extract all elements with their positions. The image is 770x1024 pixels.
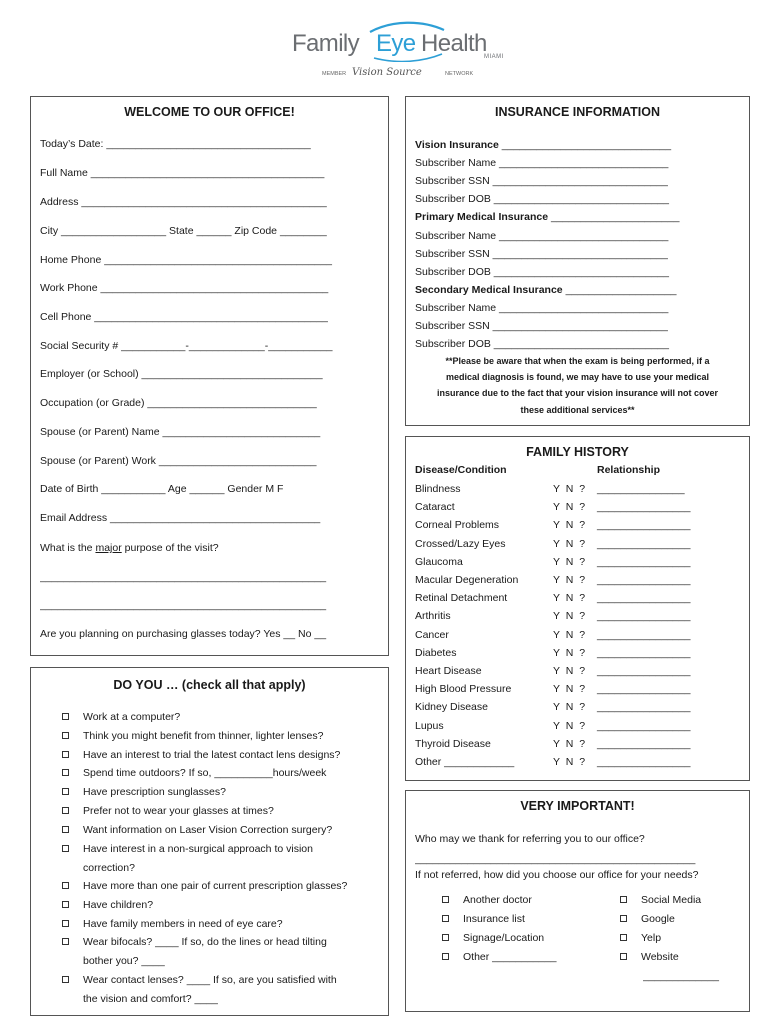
relationship-blank[interactable]: ________________ — [597, 701, 691, 714]
condition-label: Retinal Detachment — [415, 592, 508, 605]
checkbox[interactable] — [62, 920, 69, 927]
checklist-item-label: Wear contact lenses? ____ If so, are you satisfied with — [83, 974, 337, 986]
condition-label: Cataract — [415, 501, 455, 514]
checkbox[interactable] — [620, 953, 627, 960]
checklist-item-label: Prefer not to wear your glasses at times? — [83, 805, 274, 817]
welcome-field-line[interactable]: Are you planning on purchasing glasses today? Yes __ No __ — [40, 628, 327, 640]
condition-label: Thyroid Disease — [415, 737, 491, 750]
logo-member: MEMBER — [322, 71, 347, 77]
checklist-item — [62, 711, 180, 723]
yes-no-unknown-options[interactable]: Y N ? — [553, 665, 586, 677]
checklist-item-label: Have children? — [83, 899, 154, 911]
logo-network: NETWORK — [445, 71, 474, 77]
checklist-item — [62, 974, 337, 986]
condition-label: Diabetes — [415, 646, 457, 659]
checklist-item-label: Want information on Laser Vision Correction surgery? — [83, 824, 333, 836]
checklist-item-continuation: correction? — [83, 862, 135, 874]
yes-no-unknown-options[interactable]: Y N ? — [553, 646, 586, 659]
checkbox[interactable] — [62, 938, 69, 945]
relationship-blank[interactable]: ________________ — [597, 574, 691, 586]
logo-word-family: Family — [292, 30, 360, 57]
very-important-title: VERY IMPORTANT! — [520, 799, 635, 813]
welcome-field-line[interactable]: _________________________________________________ — [40, 599, 327, 611]
checkbox[interactable] — [620, 934, 627, 941]
checkbox[interactable] — [442, 934, 449, 941]
insurance-field-line[interactable]: Subscriber SSN ______________________________ — [415, 320, 668, 332]
relationship-blank[interactable]: ________________ — [597, 665, 691, 677]
insurance-field-line[interactable]: Subscriber DOB ______________________________ — [415, 338, 669, 351]
relationship-blank[interactable]: ________________ — [597, 737, 691, 750]
checkbox[interactable] — [62, 882, 69, 889]
checkbox[interactable] — [62, 732, 69, 739]
referral-option — [442, 913, 525, 925]
website-blank[interactable]: _____________ — [643, 970, 719, 982]
welcome-field-line[interactable]: Occupation (or Grade) _____________________________ — [40, 397, 317, 409]
welcome-title: WELCOME TO OUR OFFICE! — [124, 105, 295, 119]
checkbox[interactable] — [62, 845, 69, 852]
condition-label: Arthritis — [415, 610, 451, 623]
yes-no-unknown-options[interactable]: Y N ? — [553, 628, 586, 641]
checklist-item-label: Think you might benefit from thinner, lighter lenses? — [83, 730, 324, 742]
checkbox[interactable] — [620, 896, 627, 903]
welcome-field-line[interactable]: Social Security # ___________-_____________-___________ — [40, 340, 333, 352]
yes-no-unknown-options[interactable]: Y N ? — [553, 483, 586, 495]
insurance-field-line[interactable]: Subscriber SSN ______________________________ — [415, 247, 668, 260]
relationship-blank[interactable]: ________________ — [597, 592, 691, 605]
yes-no-unknown-options[interactable]: Y N ? — [553, 737, 586, 750]
condition-label: Crossed/Lazy Eyes — [415, 537, 506, 550]
very-important-section — [405, 790, 750, 1012]
checklist-item — [62, 805, 274, 817]
referral-option — [620, 951, 679, 963]
checkbox[interactable] — [62, 751, 69, 758]
checklist-item-continuation: the vision and comfort? ____ — [83, 993, 218, 1005]
checklist-item — [62, 824, 332, 836]
checklist-item-continuation: bother you? ____ — [83, 955, 165, 967]
relationship-blank[interactable]: ________________ — [597, 555, 691, 568]
yes-no-unknown-options[interactable]: Y N ? — [553, 701, 586, 714]
insurance-field-line[interactable] — [415, 139, 741, 151]
condition-label: Heart Disease — [415, 665, 482, 677]
referral-option-label: Other ___________ — [463, 951, 557, 963]
welcome-section — [30, 96, 389, 656]
insurance-field-line[interactable]: Subscriber DOB ______________________________ — [415, 193, 669, 206]
referral-option-label: Website — [641, 951, 679, 963]
checklist-item-label: Have interest in a non-surgical approach to vision — [83, 843, 313, 855]
logo-vision-source: Vision Source — [352, 67, 422, 78]
checklist-item — [62, 786, 226, 798]
checkbox[interactable] — [620, 915, 627, 922]
referral-answer-blank[interactable]: ________________________________________________ — [415, 853, 696, 865]
welcome-field-line[interactable]: Home Phone _______________________________________ — [40, 254, 332, 266]
checkbox[interactable] — [62, 901, 69, 908]
insurance-field-line[interactable]: Subscriber Name _____________________________ — [415, 157, 669, 170]
checkbox[interactable] — [442, 896, 449, 903]
yes-no-unknown-options[interactable]: Y N ? — [553, 756, 586, 768]
welcome-field-line[interactable]: Full Name ________________________________________ — [40, 167, 325, 179]
insurance-field-line[interactable]: Subscriber Name _____________________________ — [415, 229, 669, 242]
yes-no-unknown-options[interactable]: Y N ? — [553, 519, 586, 532]
checkbox[interactable] — [442, 915, 449, 922]
condition-label: Other ____________ — [415, 756, 515, 768]
insurance-note: **Please be aware that when the exam is being performed, if a medical diagnosis is found, we may have to use your medical insurance due to the fact that your vision insurance will not cover these additional services** — [436, 356, 719, 415]
condition-label: High Blood Pressure — [415, 683, 512, 696]
yes-no-unknown-options[interactable]: Y N ? — [553, 537, 586, 550]
condition-label: Corneal Problems — [415, 519, 500, 532]
checklist-item — [62, 899, 153, 911]
yes-no-unknown-options[interactable]: Y N ? — [553, 574, 586, 586]
checklist-item-label: Wear bifocals? ____ If so, do the lines or head tilting — [83, 936, 327, 948]
insurance-field-line[interactable]: Subscriber SSN ______________________________ — [415, 175, 668, 188]
relationship-blank[interactable]: ________________ — [597, 683, 691, 696]
relationship-blank[interactable]: ________________ — [597, 756, 691, 768]
welcome-field-line[interactable]: _________________________________________________ — [40, 571, 327, 583]
insurance-field-line[interactable]: Subscriber Name _____________________________ — [415, 301, 669, 314]
relationship-column-header: Relationship — [597, 464, 661, 476]
insurance-field-blank: ___________________ — [562, 283, 677, 296]
checklist-item — [62, 730, 323, 742]
family-history-section — [405, 436, 750, 781]
welcome-field-line[interactable]: Cell Phone ________________________________________ — [40, 311, 328, 323]
logo-word-eye: Eye — [376, 30, 416, 57]
welcome-field-line[interactable]: Email Address ____________________________________ — [40, 512, 321, 524]
insurance-title: INSURANCE INFORMATION — [494, 105, 661, 119]
referral-option — [442, 894, 532, 906]
choice-question: If not referred, how did you choose our office for your needs? — [415, 869, 699, 881]
referral-option — [442, 951, 556, 963]
checkbox[interactable] — [62, 713, 69, 720]
purpose-question: What is the major purpose of the visit? — [40, 542, 219, 554]
yes-no-unknown-options[interactable]: Y N ? — [553, 501, 586, 514]
insurance-field-blank: _____________________________ — [498, 139, 672, 151]
checklist-item-label: Have an interest to trial the latest contact lens designs? — [83, 749, 341, 761]
welcome-field-line[interactable]: Employer (or School) _______________________________ — [40, 368, 323, 380]
condition-label: Macular Degeneration — [415, 574, 519, 586]
checklist-item — [62, 843, 313, 855]
welcome-field-line[interactable]: Date of Birth ___________ Age ______ Gender M F — [40, 483, 284, 495]
checklist-item-label: Spend time outdoors? If so, __________hours/week — [83, 767, 327, 779]
checklist-item-label: Have prescription sunglasses? — [83, 786, 226, 798]
insurance-type-label: Secondary Medical Insurance — [415, 283, 563, 296]
yes-no-unknown-options[interactable]: Y N ? — [553, 719, 586, 732]
referral-option — [620, 913, 675, 925]
relationship-blank[interactable]: _______________ — [597, 483, 685, 495]
yes-no-unknown-options[interactable]: Y N ? — [553, 592, 586, 605]
insurance-section — [405, 96, 750, 426]
condition-label: Blindness — [415, 483, 461, 495]
condition-label: Kidney Disease — [415, 701, 488, 714]
condition-label: Glaucoma — [415, 555, 463, 568]
referral-option-label: Another doctor — [463, 894, 532, 906]
relationship-blank[interactable]: ________________ — [597, 537, 691, 550]
checkbox[interactable] — [62, 769, 69, 776]
referral-option-label: Signage/Location — [463, 932, 545, 944]
logo-miami: MIAMI — [484, 54, 504, 60]
referral-option — [620, 932, 661, 944]
condition-label: Cancer — [415, 628, 449, 641]
checklist-item — [62, 767, 326, 779]
insurance-type-label: Vision Insurance — [415, 139, 499, 151]
condition-column-header: Disease/Condition — [415, 464, 507, 476]
welcome-field-line[interactable]: Spouse (or Parent) Work ___________________________ — [40, 455, 317, 467]
checklist-item — [62, 918, 283, 930]
referral-option-label: Social Media — [641, 894, 702, 906]
checkbox[interactable] — [442, 953, 449, 960]
checklist-item-label: Have more than one pair of current prescription glasses? — [83, 880, 348, 892]
checkbox[interactable] — [62, 807, 69, 814]
welcome-field-line[interactable]: City __________________ State ______ Zip Code ________ — [40, 225, 327, 237]
insurance-field-line[interactable] — [415, 284, 741, 296]
condition-label: Lupus — [415, 719, 444, 732]
insurance-type-label: Primary Medical Insurance — [415, 211, 549, 224]
practice-logo — [290, 18, 520, 84]
checklist-item — [62, 936, 327, 948]
insurance-field-line[interactable] — [415, 211, 741, 223]
do-you-section — [30, 667, 389, 1016]
welcome-field-line[interactable]: Today’s Date: ___________________________________ — [40, 138, 311, 150]
checklist-item-label: Work at a computer? — [83, 711, 181, 723]
relationship-blank[interactable]: ________________ — [597, 610, 691, 623]
checkbox[interactable] — [62, 826, 69, 833]
checklist-item — [62, 749, 340, 761]
referral-question: Who may we thank for referring you to our office? — [415, 833, 645, 845]
relationship-blank[interactable]: ________________ — [597, 719, 691, 732]
yes-no-unknown-options[interactable]: Y N ? — [553, 610, 586, 623]
do-you-title: DO YOU … (check all that apply) — [113, 678, 306, 692]
insurance-field-blank: ______________________ — [548, 211, 680, 224]
referral-option-label: Google — [641, 913, 675, 925]
checkbox[interactable] — [62, 976, 69, 983]
family-history-title: FAMILY HISTORY — [526, 445, 629, 459]
insurance-field-line[interactable]: Subscriber DOB ______________________________ — [415, 265, 669, 278]
logo-word-health: Health — [421, 30, 487, 57]
welcome-field-line[interactable]: Work Phone _______________________________________ — [40, 282, 329, 294]
relationship-blank[interactable]: ________________ — [597, 519, 691, 532]
yes-no-unknown-options[interactable]: Y N ? — [553, 683, 586, 696]
checkbox[interactable] — [62, 788, 69, 795]
checklist-item-label: Have family members in need of eye care? — [83, 918, 283, 930]
relationship-blank[interactable]: ________________ — [597, 501, 691, 514]
referral-option — [442, 932, 544, 944]
checklist-item — [62, 880, 347, 892]
referral-option-label: Insurance list — [463, 913, 525, 925]
relationship-blank[interactable]: ________________ — [597, 646, 691, 659]
welcome-field-line[interactable]: Address __________________________________________ — [40, 196, 327, 208]
referral-option-label: Yelp — [641, 932, 662, 944]
relationship-blank[interactable]: ________________ — [597, 628, 691, 641]
referral-option — [620, 894, 701, 906]
yes-no-unknown-options[interactable]: Y N ? — [553, 555, 586, 568]
welcome-field-line[interactable]: Spouse (or Parent) Name ___________________________ — [40, 426, 321, 438]
